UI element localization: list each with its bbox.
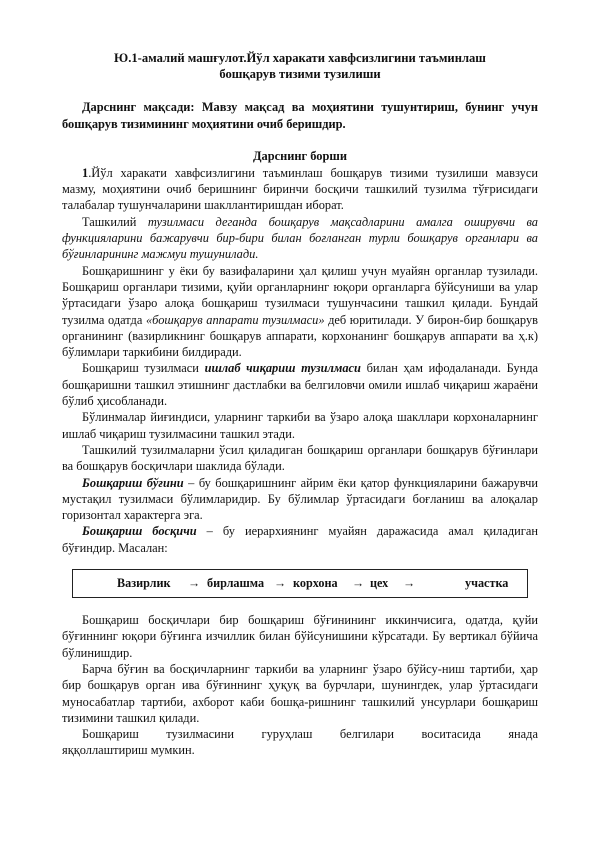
paragraph-3-start: Бошқаришнинг у ёки бу вазифаларини ҳал қилиш учун муайян органлар тузилади. Бошқариш органлари тизими, қуйи органларнинг юқори органларга бўйсуниши ва улар ўртасидаги ўзаро алоқа бошқариш тузилмаси тушунчасини ташкил қилади. Бундай тузилма одатда — [62, 263, 538, 327]
paragraph-11-line-2: яққоллаштириш мумкин. — [62, 743, 195, 758]
chain-arrow-3: → — [352, 576, 365, 591]
paragraph-6: Ташкилий тузилмаларни ўсил қиладиган бошқариш органлари бошқарув бўғинлари ва бошқарув босқичлари шаклида бўлади. — [62, 442, 538, 474]
paragraph-8-term: Бошқариш босқичи — [82, 524, 197, 539]
chain-arrow-1: → — [188, 576, 201, 591]
paragraph-4-start: Бошқариш тузилмаси — [82, 361, 205, 376]
paragraph-7-term: Бошқариш бўғини — [82, 475, 184, 490]
paragraph-9: Бошқариш босқичлари бир бошқариш бўғинининг иккинчисига, одатда, қуйи бўғиннинг юқори бўғинга изчиллик билан бўйсунишини кўрсатади. Бу вертикал бўйича бўлинишдир. — [62, 613, 538, 660]
title-line-2: бошқарув тизими тузилиши — [219, 67, 381, 82]
paragraph-5: Бўлинмалар йиғиндиси, уларнинг таркиби ва ўзаро алоқа шакллари корхоналарнинг ишлаб чиқариш тузилмасини ташкил этади. — [62, 410, 538, 441]
chain-item-ministry: Вазирлик — [117, 576, 171, 591]
document-title — [62, 50, 538, 83]
paragraph-4-term: ишлаб чиқариш тузилмаси — [204, 361, 361, 376]
paragraph-1-number: 1 — [82, 165, 89, 180]
chain-item-enterprise: корхона — [293, 576, 338, 591]
paragraph-1-text: .Йўл харакати хавфсизлигини таъминлаш бошқарув тизими тузилиши мавзуси мазму, моҳиятини очиб беришнинг биринчи босқичи ташкилий тузилма тўғрисидаги талабалар тушунчаларини шакллантиришдан иборат. — [62, 165, 538, 213]
chain-item-section: участка — [465, 576, 509, 591]
paragraph-2-start: Ташкилий — [82, 214, 148, 229]
chain-arrow-4: → — [403, 576, 416, 591]
chain-item-association: бирлашма — [207, 576, 265, 591]
title-line-1: Ю.1-амалий машғулот.Йўл харакати хавфсизлигини таъминлаш — [114, 51, 486, 65]
paragraph-1 — [62, 165, 538, 214]
hierarchy-chain-box — [72, 569, 528, 598]
paragraph-2-definition: тузилмаси деганда бошқарув мақсадларини амалга оширувчи ва функцияларини бажарувчи бир-бири билан боғланган турли бошқарув органлари ва бўғинларининг мажмуи тушунилади. — [62, 214, 538, 262]
paragraph-3-end: деб юритилади. У бирон-бир бошқарув органининг (вазирликнинг бошқарув аппарати, корхонанинг бошқарув аппарати ва ҳ.к) бўлимлари таркибини билдиради. — [62, 312, 539, 360]
paragraph-11-line-1: Бошқариш тузилмасини гуруҳлаш белгилари воситасида янада — [82, 727, 538, 742]
chain-arrow-2: → — [274, 576, 287, 591]
paragraph-10: Барча бўғин ва босқичларнинг таркиби ва уларнинг ўзаро бўйсу-ниш тартиби, ҳар бир бошқарув орган ива бўғиннинг ҳуқуқ ва бурчлари, шунингдек, улар ўртасидаги муносабатлар тартиби, ахборот каби бошқа-ришнинг ташкилий унсурлари бошқариш тизимини ташкил қилади. — [62, 661, 538, 725]
paragraph-3-term: «бошқарув аппарати тузилмаси» — [145, 312, 325, 327]
paragraph-2 — [62, 214, 538, 263]
paragraph-4-end: билан ҳам ифодаланади. Бунда бошқаришни ташкил этишнинг дастлабки ва белгиловчи омили ишлаб чиқариш жараёни бўлиб ҳисобланади. — [62, 361, 539, 409]
lesson-goal: Дарснинг мақсади: Мавзу мақсад ва моҳиятини тушунтириш, бунинг учун бошқарув тизимининг моҳиятини очиб беришдир. — [62, 99, 538, 131]
document-page — [62, 50, 538, 759]
paragraph-7 — [62, 475, 538, 524]
paragraph-8-end: – бу иерархиянинг муайян даражасида амал қиладиган бўғиндир. Масалан: — [62, 524, 538, 555]
paragraph-7-end: – бу бошқаришнинг айрим ёки қатор функцияларини бажарувчи мустақил тузилмаси бўлимларидир. Бу бўлимлар ўртасидаги боғланиш ва алоқалар горизонтал характерга эга. — [62, 475, 538, 523]
paragraph-8 — [62, 523, 538, 556]
chain-item-workshop: цех — [370, 576, 389, 591]
paragraph-3 — [62, 263, 538, 361]
paragraph-4 — [62, 360, 538, 409]
section-heading: Дарснинг борши — [253, 148, 347, 163]
